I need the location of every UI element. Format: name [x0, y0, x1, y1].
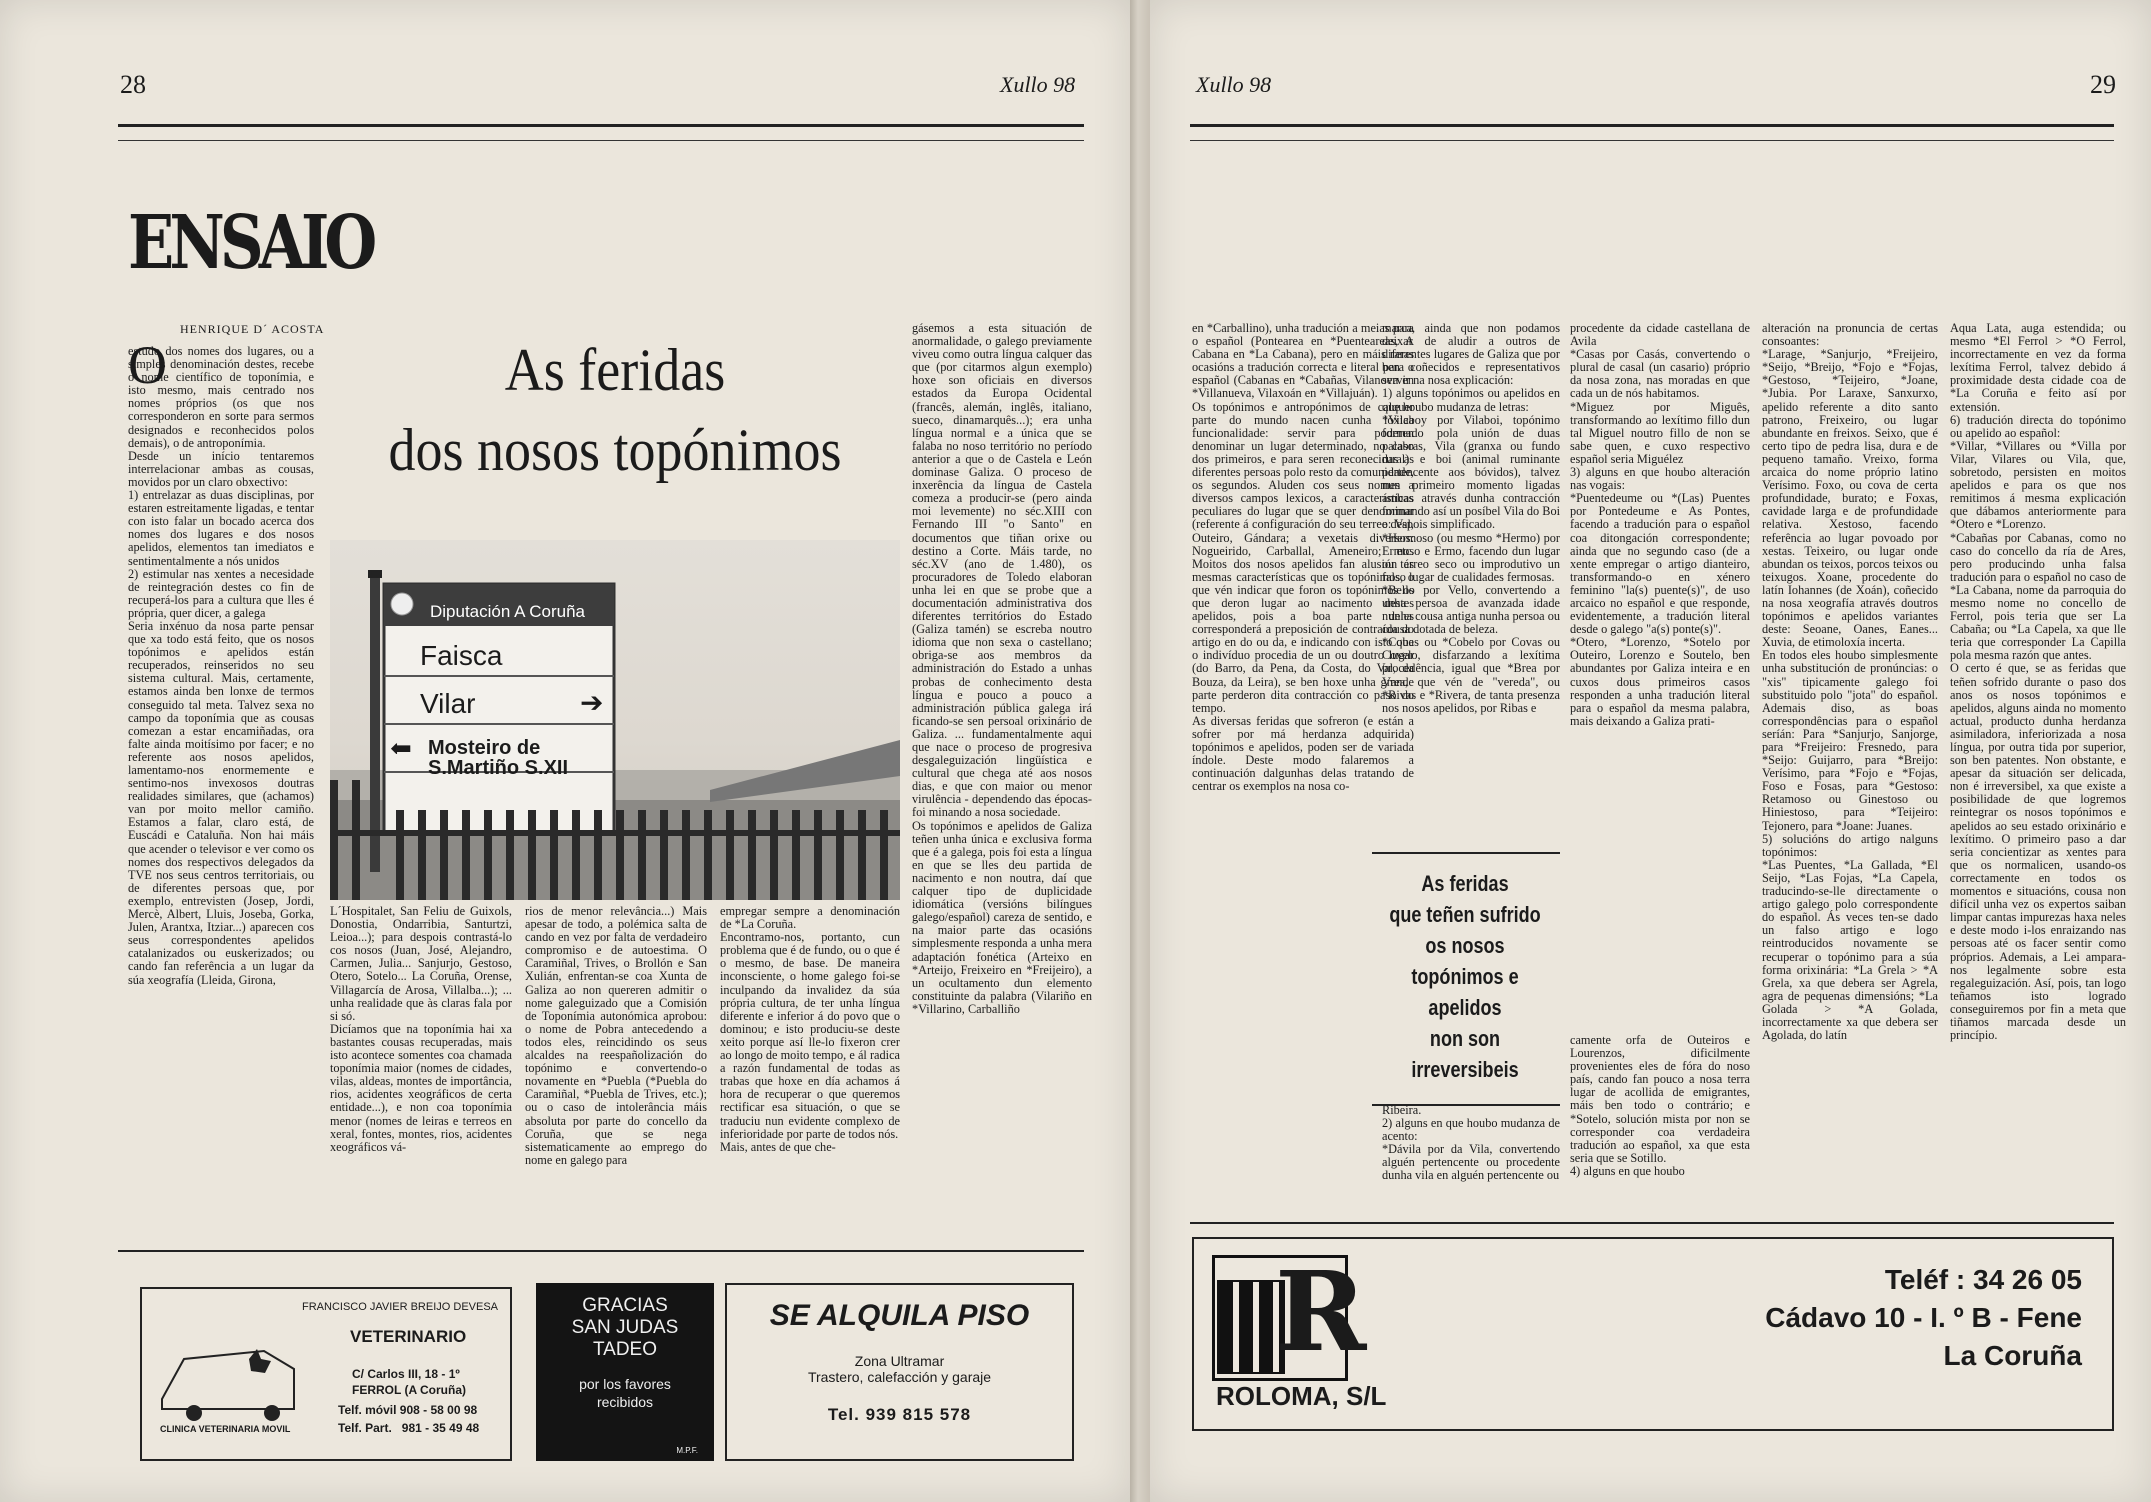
- sign-line-vilar: Vilar: [420, 688, 476, 719]
- sign-header: Diputación A Coruña: [430, 602, 585, 621]
- article-column-3: procedente da cidade castellana de Avila *Casas por Casás, convertendo o plural de casal (un casario) próprio da nosa zona, nas moradas en que cada un de nós habitamos. *Miguez por Miguês, transformando ao lexítimo fillo dun tal Miguel noutro fillo de non se sabe quen, e cuxo respectivo español seria Miguélez 3) alguns en que houbo alteración nas vogais: *Puentedeume ou *(Las) Puentes por Pontedeume e As Pontes, facendo a tradución para o español coa ditongación correspondente; ainda que no segundo caso (de a xente empregar o artigo dianteiro, transformando-o en xénero feminino "la(s) puente(s)", de uso arcaico no español e que responde, evidentemente, a tradución literal desde o galego "a(s) ponte(s)". *Otero, *Lorenzo, *Sotelo por Outeiro, Lorenzo e Soutelo, ben abundantes por Galiza inteira e en cuxos dous primeiros casos responden a unha tradución literal para o español da mesma palabra, mais deixando a Galiza prati-: [1570, 322, 1750, 728]
- roloma-ad: [1192, 1237, 2114, 1431]
- pull-quote-line-5: apelidos: [1428, 995, 1502, 1020]
- apartment-rent-ad: [725, 1283, 1074, 1461]
- thanks-line-4: por los favores: [579, 1376, 671, 1392]
- article-column-4: empregar sempre a denominación de *La Coruña. Encontramo-nos, portanto, cun problema que é de fundo, ou o que é o mesmo, de base. De maneira inconsciente, o home galego foi-se inculpando da invalidez da súa própria cultura, de ter unha língua diferente e inferior á do povo que o dominou; e isto produciu-se deste xeito porque así lle-lo fixeron crer ao longo de moito tempo, e ál radica a razón fundamental de todas as trabas que hoxe en día achamos á hora de recuperar o que queremos rectificar esa situación, o que se traduciu nun evidente complexo de inferioridade por parte de todos nós. Mais, antes de que che-: [720, 905, 900, 1154]
- header-rule: [1190, 124, 2114, 127]
- thanks-line-3: TADEO: [592, 1339, 658, 1360]
- header-rule-thin: [1190, 140, 2114, 141]
- page-number: 29: [2090, 70, 2116, 99]
- headline: [359, 330, 872, 490]
- vet-logo-text: CLINICA VETERINARIA MOVIL: [160, 1424, 291, 1434]
- article-column-2-continued: Ribeira. 2) alguns en que houbo mudanza de acento: *Dávila por da Vila, convertendo alguén pertencente ou procedente dunha vila en alguén pertencente ou: [1382, 1104, 1560, 1183]
- drop-cap: O: [128, 335, 167, 395]
- roloma-city: La Coruña: [1943, 1340, 2082, 1371]
- pull-quote-line-1: As feridas: [1421, 871, 1509, 896]
- article-column-5: Aqua Lata, auga estendida; ou mesmo *El Ferrol > *O Ferrol, incorrectamente en vez da forma lexítima Ferrol, talvez debido á proximidade desta cidade coa de *La Coruña e feito así por extensión. 6) tradución directa do topónimo ou apelido ao español: *Villar, *Villares ou *Villa por Vilar, Vilares ou Vila, que, sobretodo, persisten en moitos apelidos e para os que nos remitimos á mesma explicación que dábamos anteriormente para *Otero e *Lorenzo. *Cabañas por Cabanas, como no caso do concello da ría de Ares, pero producindo unha falsa tradución para o español no caso de *La Cabana, nome da parroquia do mesmo nome no concello de Ferrol, pois teria que ser La Cabaña; ou *La Capela, xa que lle teria que corresponder La Capilla pola mesma razón que antes. O certo é que, se as feridas que teñen sofrido durante o paso dos anos os nosos topónimos e apelidos, alguns ainda no momento actual, producto dunha herdanza asimiladora, inferiorizada a nosa língua, por outra tida por superior, son ben patentes. Non obstante, e apesar da situación ser delicada, non é irreversibel, xa que existe a posibilidade de que logremos reintegrar os nosos topónimos e apelidos ao seu estado orixinário e lexítimo. O primeiro paso a dar seria concientizar as xentes para que os normalicen, usando-os correctamente en todos os momentos e situacións, cousa non difícil unha vez os expertos saiban limpar cantas impurezas haxa neles e deste modo i-los enraizando nas persoas até os facer sentir como próprios. Ademais, a Lei ampara-nos legalmente sobre esta regaleguización. Así, pois, tan logo teñamos isto logrado conseguiremos por fin a meta que tiñamos marcada desde un princípio.: [1950, 322, 2126, 1043]
- page-gutter: [1130, 0, 1150, 1502]
- vet-city: FERROL (A Coruña): [352, 1383, 466, 1397]
- rent-phone: Tel. 939 815 578: [827, 1405, 972, 1424]
- thanks-signature: M.P.F.: [676, 1446, 698, 1455]
- article-column-5: gásemos a esta situación de anormalidade, o galego previamente viveu como outra língua calquer das que (por citarmos algun exemplo) hoxe son oficiais en diversos estados da Europa Ocidental (francês, alemán, inglês, italiano, sueco, dinamarquês...); era unha língua normal e a única que se falaba no noso território no período anterior a que o de Castela e León dominase Galiza. O proceso de inxerência da língua de Castela comeza a producir-se (pero ainda moi levemente) no séc.XIII con Fernando III "o Santo" en documentos que tiñan orixe ou destino a Corte. Máis tarde, no séc.XV (ano de 1.480), os procuradores de Toledo elaboran unha lei en que se probe que a documentación administrativa dos diferentes territórios do Estado (Galiza tamén) se escreba noutro idioma que non sexa o castellano; obriga-se aos membros da administración do Estado a unhas probas de conhecimento desta língua e pouco a pouco a administración pública galega irá ficando-se sen persoal orixinário de Galiza. ... fundamentalmente aqui que nace o proceso de progresiva desgaleguización lingüística e cultural que chega até aos nosos dias, e que con maior ou menor virulência - dependendo das épocas- foi minando a nosa sociedade. Os topónimos e apelidos de Galiza teñen unha única e exclusiva forma que é a galega, pois foi esta a língua en que se lles deu partida de nacimento e non noutra, daí que calquer tipo de duplicidade idiomática (versións bilíngues galego/español) careza de sentido, e na maior parte das ocasións simplesmente responda a unha mera adaptación fonética (Arteixo en *Arteijo, Freixeiro en *Freijeiro), a un ocultamento dun elemento constituinte da palabra (Vilariño en *Villarino, Carballiño: [912, 322, 1092, 1016]
- roloma-logo: [1212, 1247, 1367, 1381]
- headline-line-1: As feridas: [504, 337, 726, 403]
- running-head: Xullo 98: [1196, 72, 1272, 97]
- byline: HENRIQUE D´ ACOSTA: [180, 322, 325, 336]
- pull-quote-line-2: que teñen sufrido: [1389, 902, 1541, 927]
- thanks-line-1: GRACIAS: [582, 1295, 668, 1316]
- road-sign-photo: [330, 540, 900, 900]
- roloma-contact: [1765, 1261, 2082, 1375]
- article-column-2: marca, ainda que non podamos deixar de aludir a outros de diferentes lugares de Galiza que por ben coñecidos e representativos servir na nosa explicación: 1) alguns topónimos ou apelidos en que houbo mudanza de letras: *Vilaboy por Vilaboi, topónimo formado pola unión de duas palabras, Vila (granxa ou fundo rural) e boi (animal ruminante pertencente aos bóvidos), talvez nun primeiro momento ligadas ambas através dunha contracción formando así un posíbel Vila do Boi e despois simplificado. *Hermoso (ou mesmo *Hermo) por Ermoso e Ermo, facendo dun lugar ou terreo seco ou improdutivo un falso lugar de cualidades fermosas. *Bello por Vello, convertendo a unha persoa de avanzada idade nunha cousa antiga nunha persoa ou cousa dotada de beleza. *Cobas ou *Cobelo por Covas ou Covelo, disfarzando a lexítima procedência, igual que *Brea por Vrea, que vén de "vereda", ou *Rivas e *Rivera, de tanta presenza nos nosos apelidos, por Ribas e: [1382, 322, 1560, 715]
- pull-quote-line-7: irreversibeis: [1411, 1057, 1519, 1082]
- pull-quote: [1371, 868, 1560, 1085]
- footer-rule: [1190, 1222, 2114, 1224]
- sign-line-faisca: Faisca: [420, 640, 503, 671]
- rent-line-1: Zona Ultramar: [854, 1353, 945, 1369]
- pull-quote-line-4: topónimos e: [1411, 964, 1519, 989]
- footer-rule: [118, 1250, 1084, 1252]
- sign-line-mosteiro-2: S.Martiño S.XII: [428, 757, 569, 779]
- pull-quote-line-6: non son: [1429, 1026, 1501, 1051]
- header-rule: [118, 124, 1084, 127]
- headline-line-2: dos nosos topónimos: [388, 417, 842, 483]
- roloma-address: Cádavo 10 - I. º B - Fene: [1765, 1302, 2082, 1333]
- left-arrow-icon: ⬅: [390, 734, 412, 763]
- thanks-ad: [536, 1283, 714, 1461]
- vet-mobile-phone: Telf. móvil 908 - 58 00 98: [338, 1403, 478, 1417]
- header-rule-thin: [118, 140, 1084, 141]
- pull-quote-line-3: os nosos: [1425, 933, 1505, 958]
- vet-name: FRANCISCO JAVIER BREIJO DEVESA: [302, 1301, 499, 1313]
- vet-ambulance-icon: [154, 1329, 304, 1439]
- roloma-phone: Teléf : 34 26 05: [1884, 1264, 2082, 1295]
- section-title: ENSAIO: [128, 200, 373, 286]
- article-column-2: L´Hospitalet, San Feliu de Guixols, Donostia, Ondarribia, Santurtzi, Leioa...); para despois contrastá-lo cos nosos (Juan, José, Alejandro, Carmen, Julia... Sanjurjo, Gestoso, Otero, Sotelo... La Coruña, Orense, Villagarcía de Arosa, Villalba...); ... unha realidade que às claras fala por si só. Dicíamos que na toponímia hai xa bastantes cousas recuperadas, mais isto acontece somentes coa chamada toponímia maior (nomes de cidades, vilas, aldeas, montes de importância, rios, acidentes xeográficos de certa entidade...), e non coa toponímia menor (nomes de leiras e terreos en xeral, fontes, montes, rios, acidentes xeográficos vá-: [330, 905, 512, 1154]
- thanks-line-5: recibidos: [596, 1394, 654, 1410]
- rent-line-2: Trastero, calefacción y garaje: [807, 1369, 992, 1385]
- sign-line-mosteiro: [428, 738, 568, 778]
- road-sign-illustration: [330, 540, 900, 900]
- veterinarian-ad: [140, 1287, 512, 1461]
- right-page: [1150, 0, 2151, 1502]
- article-column-4: alteración na pronuncia de certas consoantes: *Larage, *Sanjurjo, *Freijeiro, *Seijo, *Breijo, *Fojo e *Fojas, *Gestoso, *Teijeiro, *Joane, *Jubia. Por Laraxe, Sanxurxo, apelido referente a dito santo patrono, Freixeiro, ou lugar abundante en freixos. Seixo, que é certo tipo de pedra lisa, dura e de pequeno tamaño. Vreixo, forma arcaica do nome próprio latino Verísimo. Foxo, ou cova de certa profundidade, burato; e Foxas, cavidade larga e de profundidade relativa. Xestoso, facendo referência ao lugar povoado por xestas. Teixeiro, ou lugar onde abundan os teixos, porcos teixos ou teixugos. Xoane, procedente do latín Iohannes (de Xoán), coñecido na nosa xeografía através doutros topónimos e apelidos variantes deste: Seoane, Oanes, Eanes... Xuvia, de etimoloxía incerta. En todos eles houbo simplesmente unha substitución de pronúncias: o "xis" tipicamente galego foi substituido polo "jota" do español. Ademais diso, as boas correspondências para o español seríán: Para *Sanjurjo, Sanjorge, para *Freijeiro: Fresnedo, para *Seijo: Guijarro, para *Breijo: Verísimo, para *Fojo e *Fojas, Foso e Fosas, para *Gestoso: Retamoso ou Ginestoso ou Hiniestoso, para *Teijeiro: Tejonero, para *Joane: Juanes. 5) solucións do artigo nalguns topónimos: *Las Puentes, *La Gallada, *El Seijo, *Las Fojas, *La Capela, traducindo-se-lle directamente o artigo galego polo correspondente do español. Ás veces ten-se dado un falso artigo e logo reintroducidos novamente se recuperar o topónimo para a súa forma orixinária: *La Grela > *A Grela, xa que debera ser Agrela, agra de pequenas dimensións; *La Golada > *A Golada, incorrectamente xa que debera ser Agolada, do latín: [1762, 322, 1938, 1043]
- rent-title: SE ALQUILA PISO: [769, 1299, 1030, 1332]
- running-head: Xullo 98: [1000, 72, 1076, 97]
- article-column-1: en *Carballino), unha tradución a meias para o español (Pontearea en *Puenteareas, A Cabana en *La Cabana), pero en máis raras ocasións a tradución correcta e literal para o español (Cabanas en *Cabañas, Vilanova en *Villanueva, Vilaxoán en *Villajuán). Os topónimos e antropónimos de calquer parte do mundo nacen cunha lóxica funcionalidade: servir para poderen denominar un lugar determinado, no caso dos primeiros, e para seren reconecidas as diferentes persoas polo resto da comunidade, os segundos. Aluden cos seus nomes a diversos campos lexicos, a características peculiares do lugar que se quer denominar (referente á configuración do seu terreo: Val, Outeiro, Gándara; a vexetais diversos: Nogueirido, Carballal, Ameneiro; etc. Moitos dos nosos apelidos fan alusión ás mesmas características que os topónimos, o que vén indicar que foron os topónimos os que deron lugar ao nacimento destes apelidos, pois a boa parte deles corresponderá a preposición de contraída do artigo en do ou da, e indicando con isto que o indivíduo procedia de un ou doutro lugar (do Barro, da Pena, da Costa, do Val, da Bouza, da Leira), se ben hoxe unha grande parte perderon dita contracción co paso do tempo. As diversas feridas que sofreron (e están a sofrer por má herdanza adquirida) topónimos e apelidos, poden ser de variada índole. Deste modo falaremos a continuación dalgunhas delas tratando de centrar os exemplos na nosa co-: [1192, 322, 1414, 794]
- roloma-logo-letter: R: [1275, 1247, 1367, 1376]
- vet-title: VETERINARIO: [350, 1327, 467, 1346]
- article-column-1: estudo dos nomes dos lugares, ou a simples denominación destes, recebe o nome científico de toponímia, e isto mesmo, mais centrado nos nomes próprios (os que nos corresponderon en sorte para sermos designados e reconhecidos polos demais), o de antroponímia. Desde un início tentaremos interrelacionar ambas as cousas, movidos por un claro obxectivo: 1) entrelazar as duas disciplinas, por estaren estreitamente ligadas, e tentar con isto falar un bocado acerca dos nomes dos lugares e dos nosos apelidos, elementos tan imediatos e sentimentalmente a nós unidos 2) estimular nas xentes a necesidade de reintegración destes co fin de recuperá-los para a cultura que lles é própria, quer dicer, a galega Seria inxénuo da nosa parte pensar que xa todo está feito, que os nosos topónimos e apelidos están recuperados, reinseridos no seu sistema cultural. Mais, certamente, estamos ainda ben lonxe de termos conseguido tal meta. Talvez sexa no campo da toponímia que as cousas comezan a estar encamiñadas, ora falte ainda moitísimo por facer; e no referente aos nosos apelidos, lamentamo-nos enormemente e sentimo-nos invexosos doutras realidades similares, que (achamos) van por moito mellor camiño. Estamos a falar, claro está, de Euscádi e Cataluña. Non hai máis que acender o televisor e ver como os nomes dos respectivos delegados da TVE nos seus centros territoriais, ou de diferentes persoas que, por exemplo, entrevisten (Josep, Jordi, Mercè, Albert, Lluis, Joseba, Gorka, Julen, Arantxa, Itziar...) aparecen cos seus correspondentes apelidos catalanizados ou euskerizados; ou cando fan referência a un lugar da súa xeografía (Lleida, Girona,: [128, 345, 314, 987]
- sign-line-mosteiro-1: Mosteiro de: [428, 737, 541, 759]
- article-column-3-continued: camente orfa de Outeiros e Lourenzos, dificilmente provenientes eles de fóra do noso país, cando fan pouco a nosa terra lugar de acollida de emigrantes, máis ben todo o contrário; e *Sotelo, solución mista por non se corresponder coa verdadeira tradución ao español, xa que esta seria que se Sotillo. 4) alguns en que houbo: [1570, 1034, 1750, 1178]
- right-arrow-icon: ➔: [580, 688, 604, 719]
- thanks-line-2: SAN JUDAS: [571, 1317, 679, 1338]
- page-number: 28: [120, 70, 146, 99]
- vet-address: C/ Carlos III, 18 - 1º: [352, 1367, 460, 1381]
- roloma-company-name: ROLOMA, S/L: [1216, 1381, 1387, 1411]
- vet-home-phone: Telf. Part. 981 - 35 49 48: [338, 1421, 480, 1435]
- article-column-3: rios de menor relevância...) Mais apesar de todo, a polémica salta de cando en vez por falta de verdadeiro compromiso e de autoestima. O Caramiñal, Trives, o Brollón e San Xulián, enfrentan-se coa Xunta de Galiza ao non quereren admitir o nome galeguizado que a Comisión de Toponímia autonómica aprobou: o nome de Pobra antecedendo a todos eles, reincidindo os seus alcaldes na reespañolización do topónimo e convertendo-o novamente en *Puebla (*Puebla do Caramiñal, *Puebla de Trives, etc.); ou o caso de intolerância máis absoluta por parte do concello da Coruña, que se nega sistematicamente ao emprego do nome en galego para: [525, 905, 707, 1167]
